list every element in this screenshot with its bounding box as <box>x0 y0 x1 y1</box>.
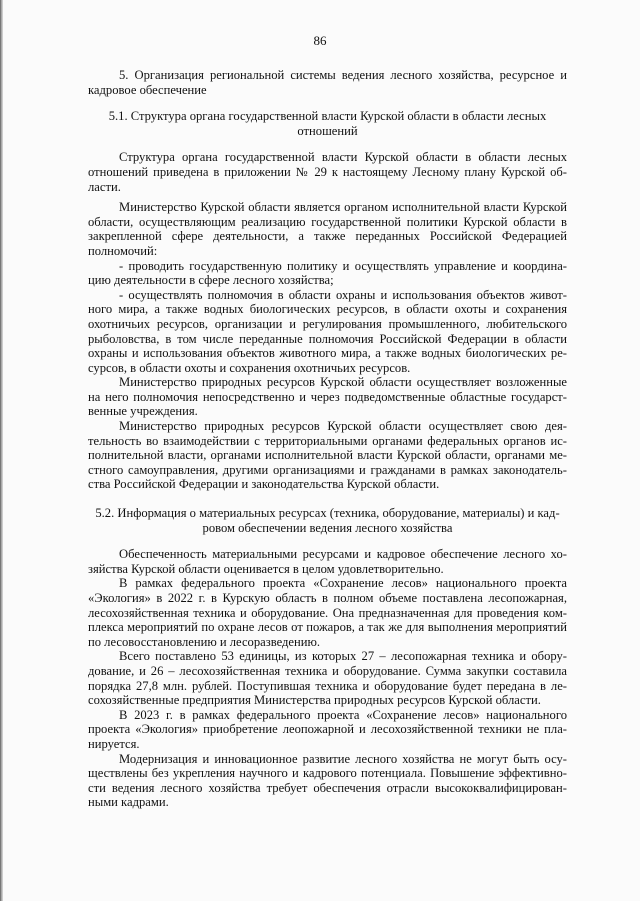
page-content <box>88 68 567 810</box>
paragraph: Всего поставлено 53 единицы, из которых 27 – лесопожарная техника и оборудование, и 26 – лесохозяйственная техника и оборудование. Сумма закупки составила порядка 27,8 млн. рублей. Поступившая техника и оборудование будет передана в лесохозяйственные предприятия Министерства природных ресурсов Курской области. <box>88 649 567 708</box>
scan-edge <box>0 0 3 901</box>
page-number: 86 <box>313 33 327 48</box>
section-5-2-title: 5.2. Информация о материальных ресурсах (техника, оборудование, материалы) и кадровом обеспечении ведения лесного хозяйства <box>95 506 560 535</box>
list-item: - проводить государственную политику и осуществлять управление и координацию деятельности в сфере лесного хозяйства; <box>88 258 567 288</box>
section-5-1-title: 5.1. Структура органа государственной власти Курской области в области лесных отношений <box>108 109 547 138</box>
paragraph: В 2023 г. в рамках федерального проекта «Сохранение лесов» национального проекта «Экология» приобретение леопожарной и лесохозяйственной техники не планируется. <box>88 707 567 751</box>
paragraph: Министерство природных ресурсов Курской области осуществляет свою деятельность во взаимодействии с территориальными органами федеральных органов исполнительной власти, органами исполнительной власти Курской области, органами местного самоуправления, другими организациями и гражданами в рамках законодательства Российской Федерации и законодательства Курской области. <box>88 419 567 492</box>
paragraph: Министерство Курской области является органом исполнительной власти Курской области, осуществляющим реализацию государственной политики Курской области в закрепленной сфере деятельности, а также переданных Российской Федерацией полномочий: <box>88 200 567 258</box>
paragraph: Министерство природных ресурсов Курской области осуществляет возложенные на него полномочия непосредственно и через подведомственные областные государственные учреждения. <box>88 375 567 419</box>
section-5-title: 5. Организация региональной системы ведения лесного хозяйства, ресурсное и кадровое обеспечение <box>88 68 567 97</box>
list-item: - осуществлять полномочия в области охраны и использования объектов животного мира, а также водных биологических ресурсов, в области охоты и сохранения охотничьих ресурсов, организации и регулирования промышленного, любительского рыболовства, в том числе переданные полномочия Российской Федерации в области охраны и использования объектов животного мира, а также водных биологических ресурсов, в области охоты и сохранения охотничьих ресурсов. <box>88 287 567 375</box>
paragraph: Структура органа государственной власти Курской области в области лесных отношений приведена в приложении № 29 к настоящему Лесному плану Курской области. <box>88 150 567 194</box>
paragraph: Модернизация и инновационное развитие лесного хозяйства не могут быть осуществлены без укрепления научного и кадрового потенциала. Повышение эффективности ведения лесного хозяйства требует обеспечения отрасли высококвалифицированными кадрами. <box>88 751 567 810</box>
paragraph: Обеспеченность материальными ресурсами и кадровое обеспечение лесного хозяйства Курской области оценивается в целом удовлетворительно. <box>88 547 567 576</box>
paragraph: В рамках федерального проекта «Сохранение лесов» национального проекта «Экология» в 2022 г. в Курскую область в полном объеме поставлена лесопожарная, лесохозяйственная техника и оборудование. Она предназначенная для проведения комплекса мероприятий по охране лесов от пожаров, а так же для выполнения мероприятий по лесовосстановлению и лесоразведению. <box>88 576 567 649</box>
